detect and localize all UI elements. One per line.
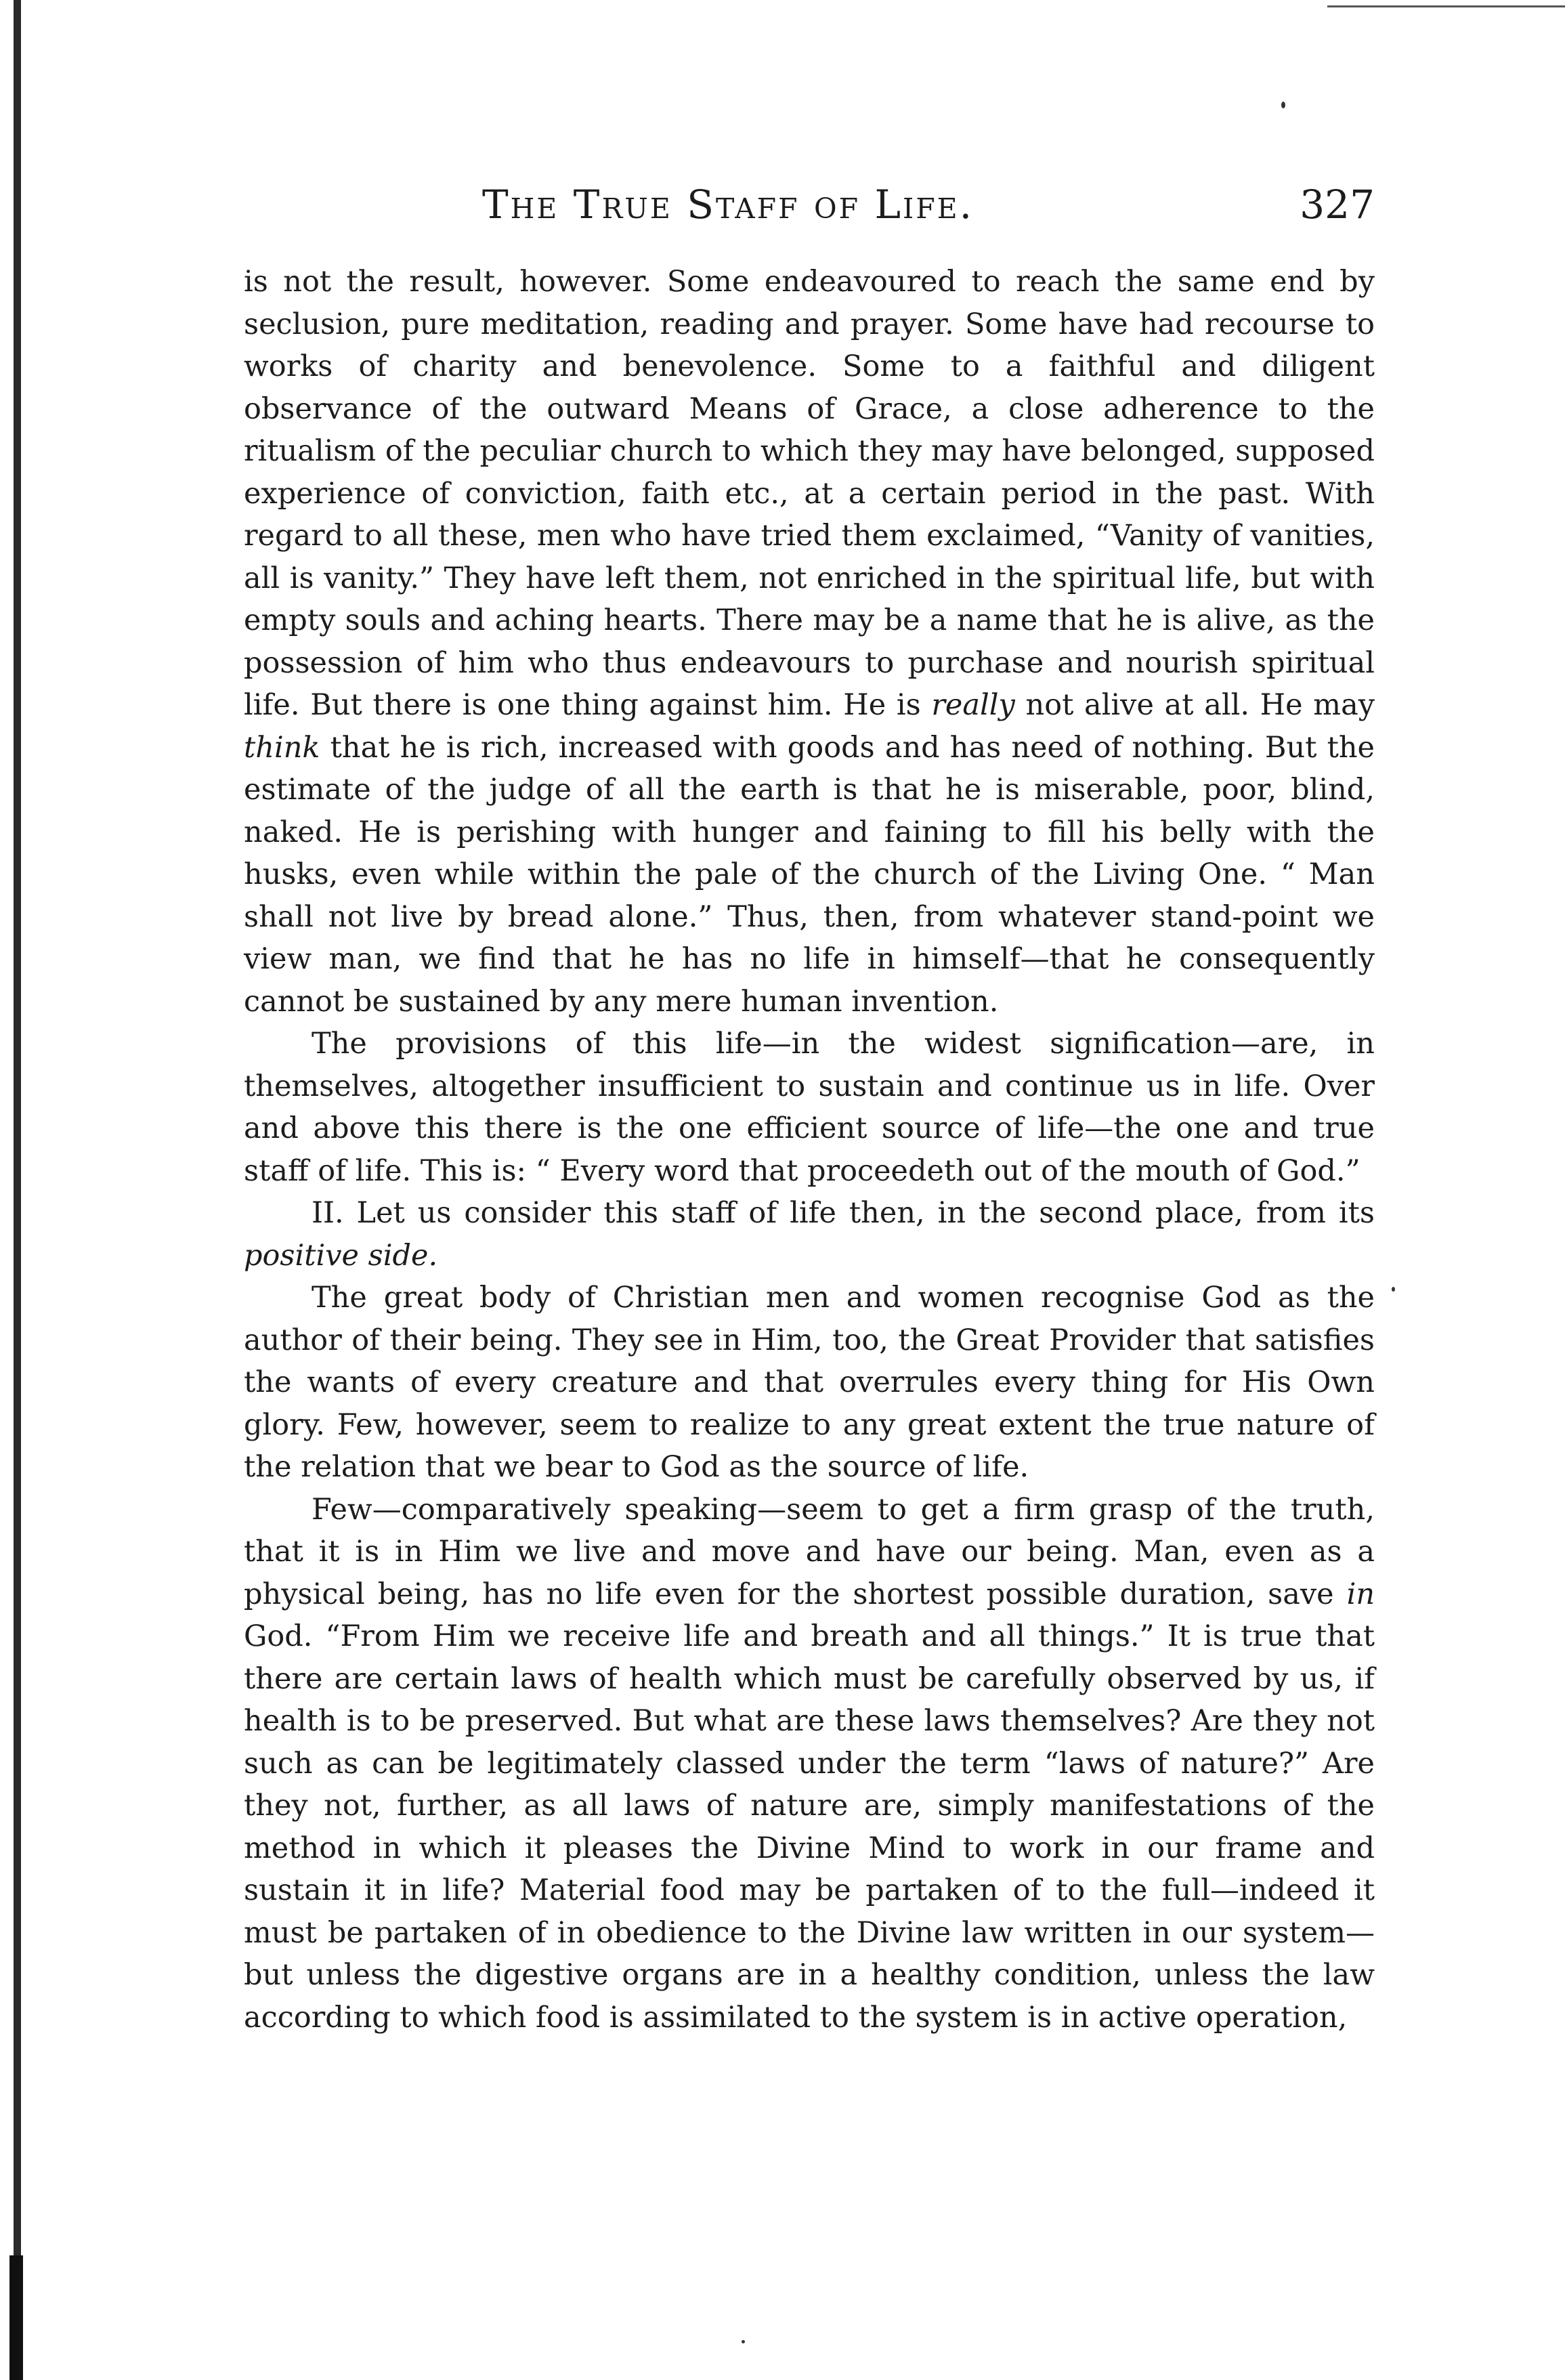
page-header bbox=[244, 182, 1375, 242]
page-number: 327 bbox=[1300, 182, 1375, 228]
emphasis-positive-side: positive side. bbox=[244, 1238, 438, 1273]
paragraph-1-text-b: not alive at all. He may bbox=[1025, 688, 1375, 722]
binding-edge-mark bbox=[9, 2255, 23, 2380]
top-edge-rule bbox=[1327, 5, 1565, 7]
speck-mark bbox=[742, 2340, 745, 2343]
running-title: The True Staff of Life. bbox=[481, 182, 974, 228]
section-heading-text: II. Let us consider this staff of life then, in the second place, from its bbox=[312, 1196, 1375, 1230]
speck-mark bbox=[1392, 1287, 1395, 1292]
paragraph-5 bbox=[244, 1489, 1375, 2039]
paragraph-1 bbox=[244, 261, 1375, 1023]
emphasis-in: in bbox=[1346, 1577, 1375, 1611]
paragraph-5-text: Few—comparatively speaking—seem to get a firm grasp of the truth, that it is in Him we live and move and have our being. Man, even as a physical being, has no life even for the shortest possible duration, save bbox=[244, 1492, 1375, 1611]
paragraph-4: The great body of Christian men and women recognise God as the author of their being. They see in Him, too, the Great Provider that satisfies the wants of every creature and that overrules every thing for His Own glory. Few, however, seem to realize to any great extent the true nature of the relation that we bear to God as the source of life. bbox=[244, 1281, 1375, 1484]
binding-edge-shadow bbox=[14, 0, 21, 2380]
speck-mark bbox=[1281, 102, 1285, 108]
body-text bbox=[244, 261, 1375, 2039]
paragraph-5-text-b: God. “From Him we receive life and breath and all things.” It is true that there are certain laws of health which must be carefully observed by us, if health is to be preserved. But what are these laws themselves? Are they not such as can be legitimately classed under the term “laws of nature?” Are they not, further, as all laws of nature are, simply manifestations of the method in which it pleases the Divine Mind to work in our frame and sustain it in life? Material food may be partaken of to the full—indeed it must be partaken of in obedience to the Divine law written in our system—but unless the digestive organs are in a healthy condition, unless the law according to which food is assimilated to the system is in active operation, bbox=[244, 1619, 1375, 2035]
section-heading-paragraph bbox=[244, 1192, 1375, 1277]
emphasis-think: think bbox=[244, 730, 320, 765]
paragraph-2: The provisions of this life—in the widest signification—are, in themselves, altogether insufficient to sustain and continue us in life. Over and above this there is the one efficient source of life—the one and true staff of life. This is: “ Every word that proceedeth out of the mouth of God.” bbox=[244, 1027, 1375, 1188]
paragraph-1-text-c: that he is rich, increased with goods and has need of nothing. But the estimate of the judge of all the earth is that he is miserable, poor, blind, naked. He is perishing with hunger and faining to fill his belly with the husks, even while within the pale of the church of the Living One. “ Man shall not live by bread alone.” Thus, then, from whatever stand-point we view man, we find that he has no life in himself—that he consequently cannot be sustained by any mere human invention. bbox=[244, 730, 1375, 1019]
emphasis-really: really bbox=[931, 688, 1015, 722]
paragraph-1-text: is not the result, however. Some endeavoured to reach the same end by seclusion, pure meditation, reading and prayer. Some have had recourse to works of charity and benevolence. Some to a faithful and diligent observance of the outward Means of Grace, a close adherence to the ritualism of the peculiar church to which they may have belonged, supposed experience of conviction, faith etc., at a certain period in the past. With regard to all these, men who have tried them exclaimed, “Vanity of vanities, all is vanity.” They have left them, not enriched in the spiritual life, but with empty souls and aching hearts. There may be a name that he is alive, as the possession of him who thus endeavours to purchase and nourish spiritual life. But there is one thing against him. He is bbox=[244, 265, 1375, 722]
